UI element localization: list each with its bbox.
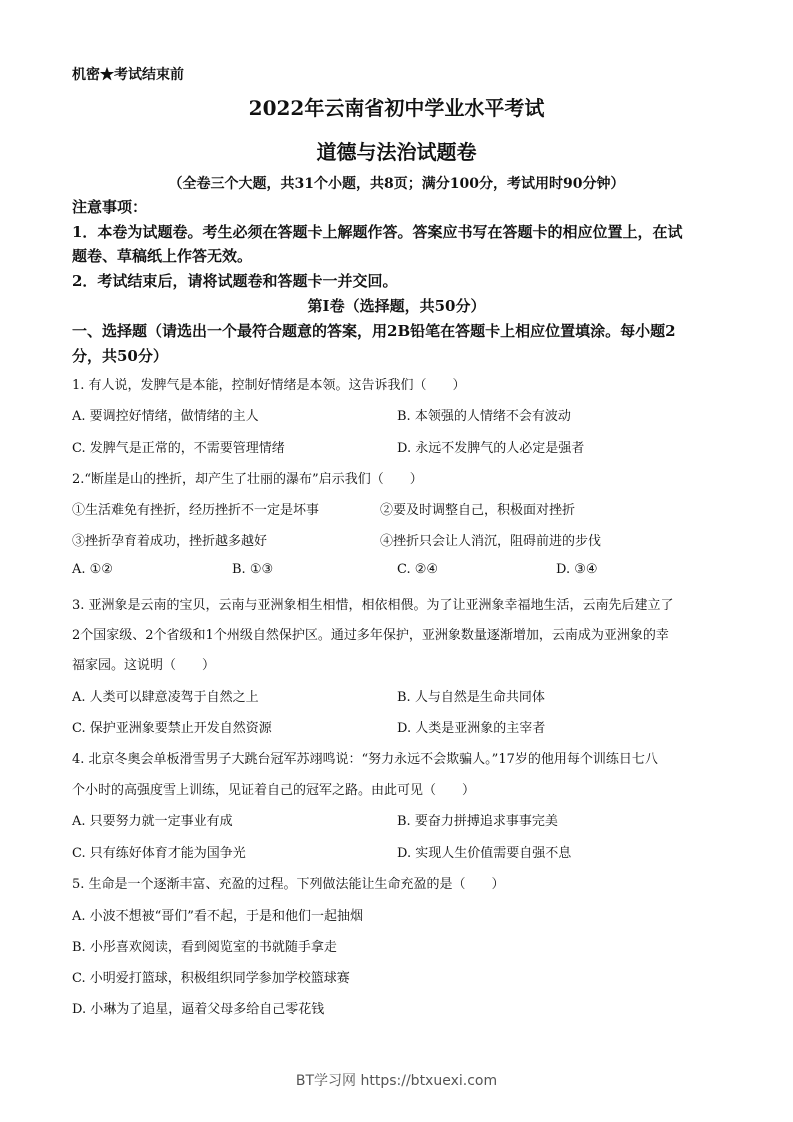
section-instruction: 一、选择题（请选出一个最符合题意的答案，用2B铅笔在答题卡上相应位置填涂。每小题2 [72,322,676,340]
question-3-stem-cont-1: 2个国家级、2个省级和1个州级自然保护区。通过多年保护，亚洲象数量逐渐增加，云南成为亚洲象的幸 [72,628,669,643]
question-4-stem: 4. 北京冬奥会单板滑雪男子大跳台冠军苏翊鸣说：“努力永远不会欺骗人。”17岁的他用每个训练日七八 [72,752,658,767]
question-1-option-b: B. 本领强的人情绪不会有波动 [397,409,571,424]
question-5-option-c: C. 小明爱打篮球，积极组织同学参加学校篮球赛 [72,971,350,986]
question-2-option-a: A. ①② [72,562,113,577]
question-2-option-d: D. ③④ [556,562,598,577]
question-1-stem: 1. 有人说，发脾气是本能，控制好情绪是本领。这告诉我们（ ） [72,378,466,393]
question-3-stem-cont-2: 福家园。这说明（ ） [72,658,216,673]
notice-item-1-cont: 题卷、草稿纸上作答无效。 [72,247,253,265]
confidential-mark: 机密★考试结束前 [72,67,184,83]
question-2-statement-4: ④挫折只会让人消沉，阻碍前进的步伐 [380,534,602,549]
watermark-link[interactable]: BT学习网 https://btxuexi.com [295,1073,498,1089]
question-2-stem: 2.“断崖是山的挫折，却产生了壮丽的瀑布”启示我们（ ） [72,472,423,487]
exam-subject-title: 道德与法治试题卷 [316,140,477,164]
question-5-stem: 5. 生命是一个逐渐丰富、充盈的过程。下列做法能让生命充盈的是（ ） [72,877,505,892]
exam-title: 2022年云南省初中学业水平考试 [248,96,545,120]
question-1-option-c: C. 发脾气是正常的，不需要管理情绪 [72,441,285,456]
question-2-option-c: C. ②④ [397,562,439,577]
question-3-option-b: B. 人与自然是生命共同体 [397,690,545,705]
question-3-option-a: A. 人类可以肆意凌驾于自然之上 [72,690,259,705]
question-2-statement-3: ③挫折孕育着成功，挫折越多越好 [72,534,268,549]
notice-item-1: 1．本卷为试题卷。考生必须在答题卡上解题作答。答案应书写在答题卡的相应位置上，在试 [72,223,683,241]
question-4-option-b: B. 要奋力拼搏追求事事完美 [397,814,558,829]
question-3-option-c: C. 保护亚洲象要禁止开发自然资源 [72,721,272,736]
question-3-option-d: D. 人类是亚洲象的主宰者 [397,721,546,736]
question-1-option-a: A. 要调控好情绪，做情绪的主人 [72,409,259,424]
question-3-stem: 3. 亚洲象是云南的宝贝，云南与亚洲象相生相惜，相依相偎。为了让亚洲象幸福地生活，云南先后建立了 [72,598,674,613]
question-1-option-d: D. 永远不发脾气的人必定是强者 [397,441,585,456]
question-2-option-b: B. ①③ [232,562,274,577]
question-5-option-d: D. 小琳为了追星，逼着父母多给自己零花钱 [72,1002,325,1017]
part-title: 第I卷（选择题，共50分） [307,297,486,315]
notice-heading: 注意事项： [72,198,148,216]
question-5-option-b: B. 小彤喜欢阅读，看到阅览室的书就随手拿走 [72,940,337,955]
question-4-option-a: A. 只要努力就一定事业有成 [72,814,233,829]
question-4-option-c: C. 只有练好体育才能为国争光 [72,846,246,861]
section-instruction-cont: 分，共50分） [72,347,168,365]
question-2-statement-1: ①生活难免有挫折，经历挫折不一定是坏事 [72,503,320,518]
notice-item-2: 2．考试结束后，请将试题卷和答题卡一并交回。 [72,272,398,290]
question-5-option-a: A. 小波不想被“哥们”看不起，于是和他们一起抽烟 [72,909,363,924]
question-2-statement-2: ②要及时调整自己，积极面对挫折 [380,503,576,518]
exam-info: （全卷三个大题，共31个小题，共8页；满分100分，考试用时90分钟） [168,176,625,192]
question-4-stem-cont: 个小时的高强度雪上训练，见证着自己的冠军之路。由此可见（ ） [72,783,476,798]
question-4-option-d: D. 实现人生价值需要自强不息 [397,846,572,861]
